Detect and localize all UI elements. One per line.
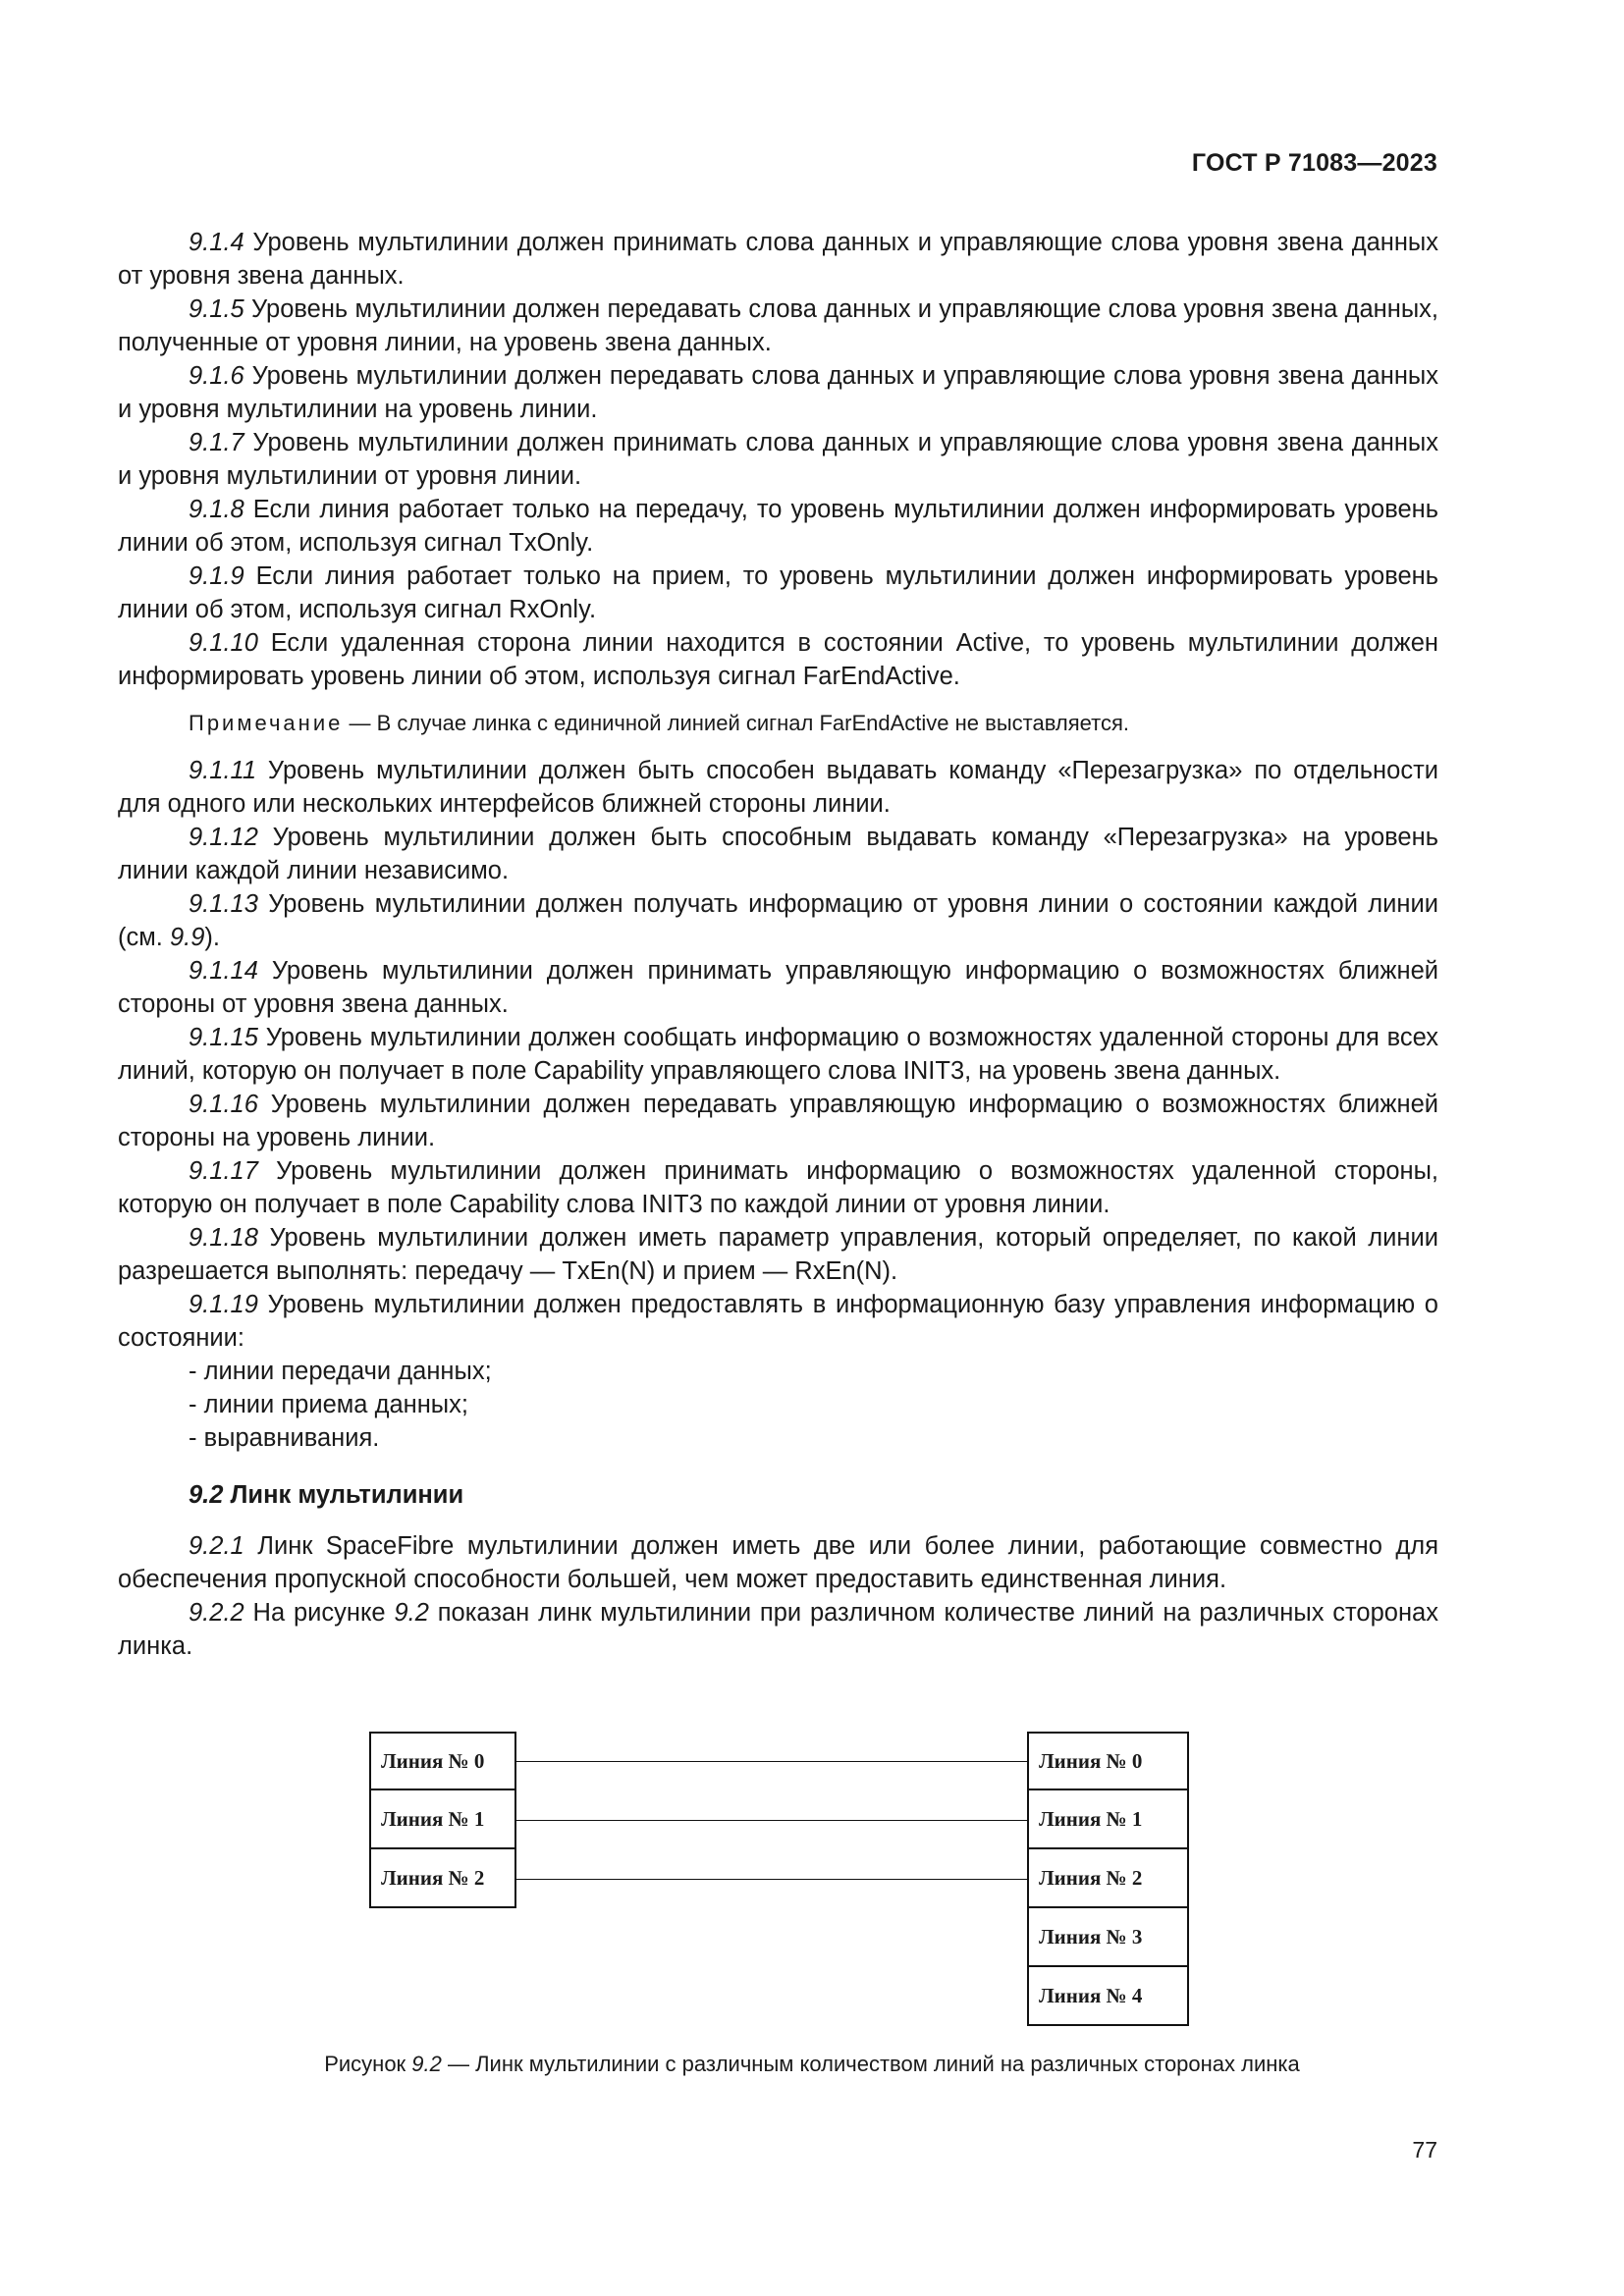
clause-number: 9.1.17: [189, 1157, 258, 1185]
paragraph-9-1-17: [118, 1154, 1438, 1221]
figure-caption: [0, 2052, 1624, 2077]
paragraph-9-1-9: [118, 560, 1438, 626]
note: [118, 709, 1438, 738]
clause-number: 9.1.18: [189, 1224, 258, 1252]
left-lane-box: Линия № 0: [369, 1732, 516, 1790]
caption-number: 9.2: [411, 2052, 442, 2076]
paragraph-9-1-4: [118, 226, 1438, 293]
clause-tail: показан линк мультилинии при различном количестве линий на различных сторонах линка.: [118, 1599, 1438, 1660]
clause-reference: 9.9: [169, 924, 205, 951]
clause-text: Уровень мультилинии должен принимать информацию о возможностях удаленной стороны, которую он получает в поле Capability слова INIT3 по каждой линии от уровня линии.: [118, 1157, 1438, 1218]
clause-number: 9.1.9: [189, 562, 244, 590]
lane-connector: [515, 1820, 1029, 1821]
paragraph-9-1-18: [118, 1221, 1438, 1288]
clause-text: Уровень мультилинии должен сообщать информацию о возможностях удаленной стороны для всех линий, которую он получает в поле Capability управляющего слова INIT3, на уровень звена данных.: [118, 1024, 1438, 1085]
clause-number: 9.1.11: [189, 757, 257, 784]
section-number: 9.2: [189, 1481, 224, 1509]
clause-text: Уровень мультилинии должен передавать слова данных и управляющие слова уровня звена данных, полученные от уровня линии, на уровень звена данных.: [118, 295, 1438, 356]
paragraph-9-1-8: [118, 493, 1438, 560]
page-number: 77: [1412, 2137, 1437, 2163]
note-text: — В случае линка с единичной линией сигнал FarEndActive не выставляется.: [343, 711, 1130, 735]
paragraph-9-2-1: [118, 1529, 1438, 1596]
left-lane-box: Линия № 2: [369, 1849, 516, 1908]
paragraph-9-1-5: [118, 293, 1438, 359]
paragraph-9-1-19: [118, 1288, 1438, 1355]
lane-connector: [515, 1761, 1029, 1762]
paragraph-9-1-7: [118, 426, 1438, 493]
clause-text: Уровень мультилинии должен принимать слова данных и управляющие слова уровня звена данных от уровня звена данных.: [118, 229, 1438, 290]
clause-number: 9.1.13: [189, 890, 258, 918]
list-item: - линии передачи данных;: [189, 1358, 492, 1385]
paragraph-9-1-16: [118, 1088, 1438, 1154]
clause-number: 9.1.4: [189, 229, 244, 256]
clause-text: Уровень мультилинии должен передавать слова данных и управляющие слова уровня звена данных и уровня мультилинии на уровень линии.: [118, 362, 1438, 423]
clause-number: 9.1.6: [189, 362, 244, 390]
clause-text: Уровень мультилинии должен быть способен выдавать команду «Перезагрузка» по отдельности для одного или нескольких интерфейсов ближней стороны линии.: [118, 757, 1438, 818]
clause-text: Уровень мультилинии должен передавать управляющую информацию о возможностях ближней стороны на уровень линии.: [118, 1091, 1438, 1151]
figure-multilane-link: [0, 1732, 1624, 2026]
section-title: Линк мультилинии: [223, 1481, 464, 1509]
paragraph-9-1-6: [118, 359, 1438, 426]
caption-text: — Линк мультилинии с различным количеством линий на различных сторонах линка: [441, 2052, 1300, 2076]
clause-number: 9.2.2: [189, 1599, 244, 1627]
clause-text: На рисунке: [244, 1599, 395, 1627]
paragraph-9-1-15: [118, 1021, 1438, 1088]
paragraph-9-1-10: [118, 626, 1438, 693]
left-lane-box: Линия № 1: [369, 1790, 516, 1849]
document-header: ГОСТ Р 71083—2023: [1191, 149, 1437, 177]
clause-text: Уровень мультилинии должен принимать управляющую информацию о возможностях ближней стороны от уровня звена данных.: [118, 957, 1438, 1018]
clause-number: 9.1.10: [189, 629, 258, 657]
clause-tail: ).: [204, 924, 220, 951]
list-item: - выравнивания.: [189, 1424, 380, 1452]
lane-connector: [515, 1879, 1029, 1880]
paragraph-9-1-12: [118, 821, 1438, 887]
paragraph-9-1-11: [118, 754, 1438, 821]
clause-number: 9.1.12: [189, 824, 258, 851]
clause-number: 9.1.19: [189, 1291, 258, 1318]
clause-text: Уровень мультилинии должен принимать слова данных и управляющие слова уровня звена данных и уровня мультилинии от уровня линии.: [118, 429, 1438, 490]
clause-number: 9.1.5: [189, 295, 244, 323]
document-body: [118, 226, 1438, 1663]
paragraph-9-1-13: [118, 887, 1438, 954]
clause-reference: 9.2: [394, 1599, 429, 1627]
clause-number: 9.1.8: [189, 496, 244, 523]
right-lane-box: Линия № 2: [1027, 1849, 1189, 1908]
clause-text: Линк SpaceFibre мультилинии должен иметь две или более линии, работающие совместно для обеспечения пропускной способности большей, чем может предоставить единственная линия.: [118, 1532, 1438, 1593]
right-lane-box: Линия № 0: [1027, 1732, 1189, 1790]
list-item: - линии приема данных;: [189, 1391, 468, 1418]
clause-number: 9.1.15: [189, 1024, 258, 1051]
clause-text: Уровень мультилинии должен быть способным выдавать команду «Перезагрузка» на уровень линии каждой линии независимо.: [118, 824, 1438, 884]
right-lane-box: Линия № 4: [1027, 1967, 1189, 2026]
clause-number: 9.1.14: [189, 957, 258, 985]
clause-number: 9.1.16: [189, 1091, 258, 1118]
right-lane-box: Линия № 1: [1027, 1790, 1189, 1849]
clause-text: Уровень мультилинии должен иметь параметр управления, который определяет, по какой линии разрешается выполнять: передачу — TxEn(N) и прием — RxEn(N).: [118, 1224, 1438, 1285]
paragraph-9-1-14: [118, 954, 1438, 1021]
clause-number: 9.1.7: [189, 429, 244, 456]
right-lane-box: Линия № 3: [1027, 1908, 1189, 1967]
paragraph-9-2-2: [118, 1596, 1438, 1663]
clause-text: Если линия работает только на передачу, то уровень мультилинии должен информировать уровень линии об этом, используя сигнал TxOnly.: [118, 496, 1438, 557]
clause-number: 9.2.1: [189, 1532, 244, 1560]
note-label: Примечание: [189, 711, 344, 735]
clause-text: Если линия работает только на прием, то уровень мультилинии должен информировать уровень линии об этом, используя сигнал RxOnly.: [118, 562, 1438, 623]
caption-prefix: Рисунок: [324, 2052, 412, 2076]
clause-text: Уровень мультилинии должен предоставлять в информационную базу управления информацию о состоянии:: [118, 1291, 1438, 1352]
clause-text: Уровень мультилинии должен получать информацию от уровня линии о состоянии каждой линии (см.: [118, 890, 1438, 951]
clause-text: Если удаленная сторона линии находится в состоянии Active, то уровень мультилинии должен информировать уровень линии об этом, используя сигнал FarEndActive.: [118, 629, 1438, 690]
section-heading: [118, 1478, 1438, 1512]
